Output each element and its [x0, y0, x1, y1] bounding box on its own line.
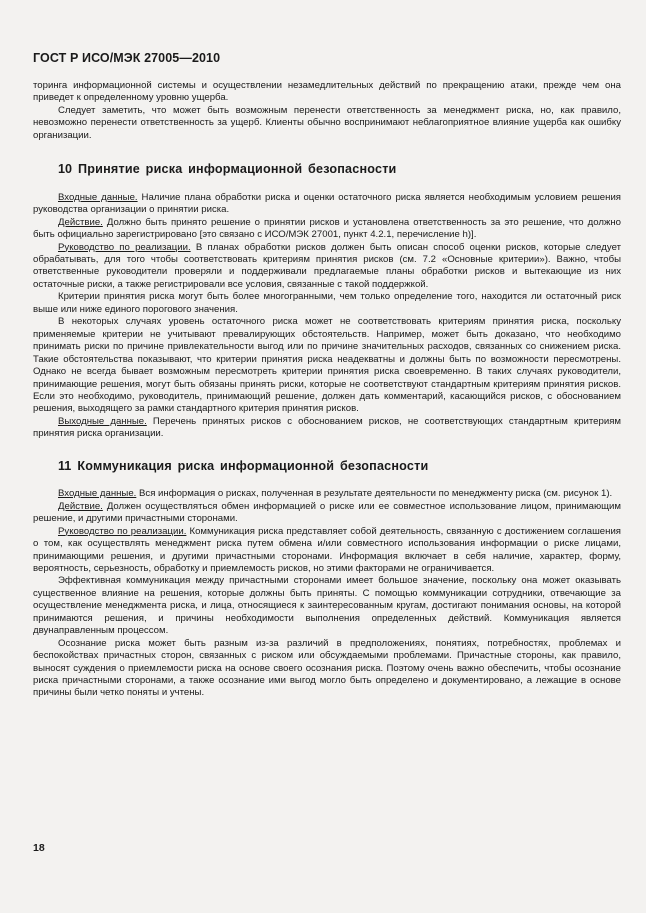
paragraph-input: [33, 488, 621, 500]
paragraph: В некоторых случаях уровень остаточного риска может не соответствовать критериям принятия риска, поскольку применяемые критерии не учитывают превалирующих обстоятельств. Например, может быть доказано, что необходимо принимать риски по причине привлекательности выгод или по причине значительных расходов, связанных со снижением риска. Такие обстоятельства показывают, что критерии принятия риска неадекватны и должны быть по возможности пересмотрены. Однако не всегда бывает возможным пересмотреть критерии принятия риска своевременно. В таких случаях руководители, принимающие решения, могут быть обязаны принять риски, которые не соответствуют стандартным критериям принятия рисков. Если это необходимо, руководитель, принимающий решение, должен дать комментарий, касающийся рисков, с обоснованием решения, выходящего за рамки стандартного критерия принятия рисков.: [33, 316, 621, 415]
term-label: Действие.: [58, 216, 103, 228]
paragraph-guidance: [33, 526, 621, 576]
paragraph-text: Вся информация о рисках, полученная в результате деятельности по менеджменту риска (см. рисунок 1).: [136, 488, 613, 500]
paragraph-text: Должно быть принято решение о принятии рисков и установлена ответственность за это решение, что должно быть официально зарегистрировано [это связано с ИСО/МЭК 27001, пункт 4.2.1, перечисление h)].: [33, 216, 621, 241]
page-number: 18: [33, 842, 45, 854]
term-label: Руководство по реализации.: [58, 241, 191, 253]
paragraph-text: Перечень принятых рисков с обоснованием рисков, не соответствующих стандартным критериям принятия риска организации.: [33, 415, 621, 440]
paragraph: Осознание риска может быть разным из-за различий в предположениях, понятиях, потребностях, проблемах и беспокойствах причастных сторон, связанных с риском или обсуждаемыми проблемами. Причастные стороны, как правило, выносят суждения о приемлемости риска на основе своего осознания риска. Поэтому очень важно обеспечить, чтобы осознание риска причастными сторонами, а также осознание ими выгод могло быть определено и документировано, а лежащие в основе причины были четко поняты и учтены.: [33, 637, 621, 699]
paragraph-text: Наличие плана обработки риска и оценки остаточного риска является необходимым условием решения руководства организации о принятии риска.: [33, 191, 621, 216]
term-label: Входные данные.: [58, 488, 137, 500]
paragraph: торинга информационной системы и осуществлении незамедлительных действий по прекращению атаки, прежде чем она приведет к определенному уровню ущерба.: [33, 80, 621, 104]
paragraph-guidance: [33, 242, 621, 292]
term-label: Руководство по реализации.: [58, 525, 187, 537]
term-label: Входные данные.: [58, 191, 138, 203]
section-title: Принятие риска информационной безопасности: [78, 162, 397, 177]
section-number: 11: [58, 458, 72, 473]
paragraph-text: Должен осуществляться обмен информацией о риске или ее совместное использование лицом, принимающим решение, и другими причастными сторонами.: [33, 500, 621, 525]
paragraph-action: [33, 217, 621, 242]
section-heading-10: [33, 142, 621, 191]
section-number: 10: [58, 162, 73, 177]
paragraph-text: Коммуникация риска представляет собой деятельность, связанную с достижением соглашения о том, как осуществлять менеджмент риска путем обмена и/или совместного использования информации о риске лицами, принимающими решения, и другими причастными сторонами. Информация включает в себя наличие, характер, форму, вероятность, серьезность, обработку и приемлемость рисков, но этими факторами не ограничивается.: [33, 525, 621, 574]
paragraph: Эффективная коммуникация между причастными сторонами имеет большое значение, поскольку она может оказывать существенное влияние на решения, которые должны быть приняты. С помощью коммуникации сотрудники, отвечающие за осуществление менеджмента риска, и лица, относящиеся к заинтересованным кругам, достигают понимания основы, на которой принимаются решения, и причины необходимости выполнения определенных действий. Коммуникация является двунаправленным процессом.: [33, 575, 621, 637]
paragraph-input: [33, 192, 621, 217]
section-heading-11: [33, 441, 621, 488]
paragraph-action: [33, 501, 621, 526]
paragraph-output: [33, 416, 621, 441]
page-header: ГОСТ Р ИСО/МЭК 27005—2010: [33, 51, 221, 65]
paragraph: Следует заметить, что может быть возможным перенести ответственность за менеджмент риска, но, как правило, невозможно перенести ответственность за ущерб. Клиенты обычно воспринимают неблагоприятное влияние ущерба как ошибку организации.: [33, 104, 621, 141]
section-title: Коммуникация риска информационной безопасности: [77, 458, 429, 473]
term-label: Действие.: [58, 500, 103, 512]
paragraph: Критерии принятия риска могут быть более многогранными, чем только определение того, находится ли остаточный риск выше или ниже единого порогового значения.: [33, 291, 621, 315]
paragraph-text: В планах обработки рисков должен быть описан способ оценки рисков, которые следует обрабатывать, для того чтобы соответствовать критериям принятия рисков (см. 7.2 «Основные критерии»). Важно, чтобы ответственные руководители проверяли и поддерживали предлагаемые планы обработки рисков и вытекающие из них остаточные риски, а также регистрировали все условия, связанные с такой поддержкой.: [33, 241, 621, 290]
document-body: [33, 80, 621, 700]
term-label: Выходные данные.: [58, 415, 147, 427]
